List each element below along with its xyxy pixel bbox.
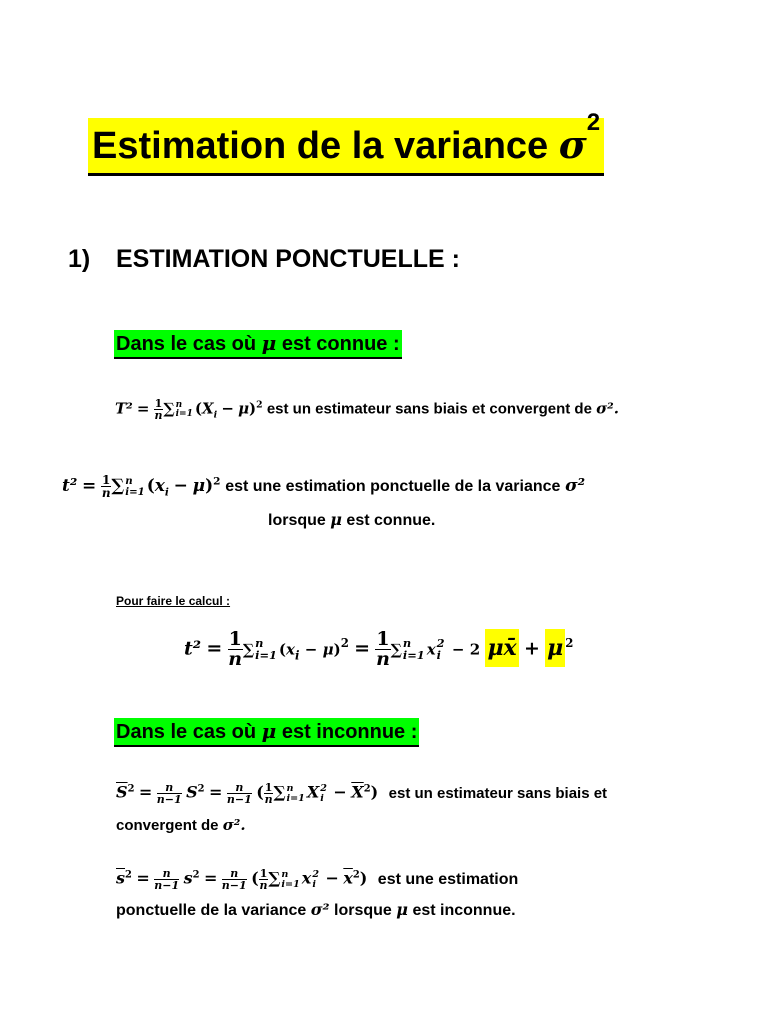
sum-limits (403, 638, 425, 661)
square: 2 (125, 869, 132, 881)
sum-upper: n (281, 868, 289, 880)
square: 2 (197, 783, 205, 795)
fraction-1-over-n (154, 398, 164, 421)
mu-sq-symbol: μ (547, 634, 564, 661)
fraction-num: 1 (154, 397, 163, 410)
estimation-s-line2-end: est inconnue. (412, 902, 516, 919)
var-x: x (154, 475, 165, 496)
minus-sign: − (451, 640, 465, 659)
fraction-den: n (264, 793, 273, 806)
fraction-num: 1 (259, 867, 268, 880)
x-sub-sup (312, 870, 319, 889)
var-X: X (306, 782, 320, 802)
equals-sign: = (206, 637, 223, 660)
sum-lower: i=1 (281, 878, 300, 890)
mu-symbol: μ (322, 640, 334, 659)
fraction-1-over-n (375, 630, 390, 669)
sum-upper: n (125, 475, 133, 488)
fraction-num: n (157, 782, 182, 794)
var-X: X (201, 399, 214, 418)
fraction-1-over-n (228, 630, 243, 669)
sum-lower: i=1 (286, 792, 305, 804)
sum-limits (125, 476, 145, 496)
formula-T-lhs: T² (115, 399, 133, 418)
var-x: x (426, 640, 436, 659)
minus-sign: − (333, 782, 347, 802)
index-i: i (312, 878, 316, 890)
fraction-den: n−1 (221, 879, 247, 892)
var-x: x (286, 640, 295, 659)
section-number: 1) (68, 245, 91, 273)
sum-upper: n (255, 636, 264, 651)
equals-sign: = (138, 782, 153, 802)
estimator-S-line2-text: convergent de (116, 817, 219, 834)
estimation-s-text: est une estimation (377, 870, 519, 888)
fraction-n-over-n-1 (157, 782, 182, 805)
estimation-t-line2-end: est connue. (346, 512, 436, 529)
square: 2 (565, 636, 574, 651)
fraction-den: n−1 (156, 793, 182, 806)
estimator-T-text: est un estimateur sans biais et convergent de (266, 400, 592, 418)
minus-sign: − (325, 868, 339, 888)
estimation-t-text: est une estimation ponctuelle de la variance (225, 477, 561, 495)
square: 2 (213, 475, 221, 488)
x-bar: $\overline{x}$ (343, 868, 353, 888)
estimation-s-line2 (116, 900, 516, 920)
sum-upper: n (286, 782, 294, 794)
mu-squared-highlight (545, 629, 565, 667)
sum-sign: ∑ (268, 868, 281, 888)
minus-sign: − (221, 399, 234, 418)
fraction-den: n−1 (154, 879, 180, 892)
fraction-1-over-n (264, 782, 274, 805)
estimation-t-sigma: σ² (565, 475, 586, 496)
estimation-s-line2-mu: μ (396, 900, 408, 919)
formula-t-lhs: t² (62, 475, 78, 496)
sum-limits (255, 638, 277, 661)
sum-sign: ∑ (273, 782, 286, 802)
index-i: i (320, 792, 324, 804)
mu-xbar-highlight: μx̄ (485, 629, 518, 667)
equals-sign: = (354, 637, 371, 660)
equals-sign: = (136, 399, 150, 418)
estimator-S-line2 (116, 816, 246, 834)
sum-sign: ∑ (163, 399, 175, 418)
fraction-1-over-n (259, 868, 269, 891)
X-sub-sup (320, 784, 327, 803)
fraction-den: n (259, 879, 268, 892)
sum-limits (287, 784, 305, 803)
subheading-unknown-mu: μ (261, 719, 277, 743)
square: 2 (320, 782, 327, 794)
fraction-1-over-n (101, 474, 111, 499)
section-heading (68, 245, 460, 274)
estimation-t-line2-text: lorsque (268, 512, 326, 529)
estimation-s-line2-sigma: σ² (310, 900, 330, 919)
sum-limits (281, 870, 299, 889)
fraction-den: n (101, 486, 111, 500)
page-title (88, 109, 604, 176)
plus-sign: + (523, 637, 540, 660)
subheading-known-before: Dans le cas où (116, 333, 257, 355)
subheading-unknown-before: Dans le cas où (116, 721, 257, 743)
S-bar: $\overline{S}$ (116, 782, 128, 802)
fraction-den: n (228, 648, 243, 670)
fraction-n-over-n-1 (227, 782, 252, 805)
index-i: i (436, 647, 441, 662)
fraction-num: 1 (102, 473, 111, 487)
estimation-s-line2-before: ponctuelle de la variance (116, 902, 307, 919)
square: 2 (340, 636, 349, 651)
index-i: i (294, 648, 300, 663)
estimator-T-line: T² = $\frac{1}{n}$ ∑ n i=1 $(X_i - \mu)^2$ est un estimateur sans biais et convergent de σ². (115, 397, 619, 422)
fraction-n-over-n-1 (154, 868, 179, 891)
fraction-n-over-n-1 (222, 868, 247, 891)
equals-sign: = (136, 868, 150, 888)
title-text: Estimation de la variance (92, 125, 549, 167)
fraction-num: 1 (376, 628, 390, 650)
title-exponent: 2 (586, 109, 601, 137)
equals-sign: = (82, 475, 97, 496)
s-symbol: s (183, 868, 193, 888)
sum-sign: ∑ (111, 475, 125, 496)
estimator-S-line2-sigma: σ². (222, 816, 246, 834)
estimator-T-end: σ². (596, 399, 619, 418)
calc-lhs: t² (184, 637, 202, 660)
square: 2 (127, 783, 135, 795)
subheading-known-mu: μ (261, 331, 277, 355)
subheading-known-after: est connue : (281, 333, 400, 355)
title-sigma: σ (558, 122, 587, 167)
fraction-den: n (154, 409, 163, 422)
sum-upper: n (402, 636, 412, 651)
square: 2 (192, 869, 200, 881)
var-x: x (301, 868, 312, 888)
mu-symbol: μ (192, 475, 206, 496)
sum-upper: n (175, 399, 183, 410)
mu-symbol: μ (238, 399, 250, 418)
fraction-den: n−1 (226, 793, 252, 806)
sum-lower: i=1 (125, 485, 145, 498)
minus-sign: − (173, 475, 188, 496)
index-i: i (164, 486, 169, 499)
estimator-S-text: est un estimateur sans biais et (388, 784, 608, 802)
estimation-s-line2-mid: lorsque (334, 902, 392, 919)
calc-label: Pour faire le calcul : (116, 594, 231, 608)
s-bar: $\overline{s}$ (116, 868, 126, 888)
S-symbol: S (186, 782, 198, 802)
sum-lower: i=1 (402, 647, 425, 662)
equals-sign: = (203, 868, 218, 888)
estimator-S-line: $\overline{S}^2$ = $\frac{n}{n-1}$ $S^2$ = $\frac{n}{n-1}$ ( $\frac{1}{n}$ ∑ n i=1 X 2 i − $\overline{X}^2$) est un estimateur sans biais et (116, 781, 608, 806)
subheading-known (114, 330, 402, 359)
X-bar: $\overline{X}$ (351, 782, 364, 802)
sum-lower: i=1 (175, 408, 193, 419)
calc-formula: t² = $\frac{1}{n}$ ∑ n i=1 $(x_i - \mu)^2$ = $\frac{1}{n}$ ∑ n i=1 x 2 i − 2 μx̄ + μ $^2$ (184, 628, 574, 670)
minus-sign: − (304, 640, 318, 659)
term-two: 2 (469, 640, 481, 659)
fraction-num: n (227, 782, 252, 794)
sum-sign: ∑ (242, 640, 255, 659)
sum-limits (176, 401, 193, 419)
square: 2 (436, 636, 445, 651)
subheading-unknown (114, 718, 419, 747)
estimation-s-line: $\overline{s}^2$ = $\frac{n}{n-1}$ $s^2$ = $\frac{n}{n-1}$ ( $\frac{1}{n}$ ∑ n i=1 x 2 i − $\overline{x}^2$) est une estimation (116, 867, 519, 892)
fraction-den: n (376, 648, 390, 670)
sum-sign: ∑ (390, 640, 402, 659)
sum-lower: i=1 (255, 647, 277, 662)
square: 2 (352, 869, 360, 881)
subheading-unknown-after: est inconnue : (281, 721, 418, 743)
fraction-num: n (154, 868, 179, 880)
square: 2 (312, 868, 319, 880)
square: 2 (256, 399, 263, 411)
x-sub-sup (437, 638, 445, 661)
square: 2 (363, 783, 371, 795)
equals-sign: = (209, 782, 223, 802)
estimation-t-line: t² = $\frac{1}{n}$ ∑ n i=1 $(x_i - \mu)^2$ est une estimation ponctuelle de la variance σ² (62, 473, 586, 500)
estimation-t-line2-mu: μ (330, 510, 342, 529)
section-title: ESTIMATION PONCTUELLE : (116, 245, 460, 273)
fraction-num: 1 (264, 781, 273, 794)
fraction-num: n (222, 868, 247, 880)
fraction-num: 1 (228, 628, 242, 650)
estimation-t-line2 (268, 510, 435, 530)
index-i: i (213, 409, 218, 421)
